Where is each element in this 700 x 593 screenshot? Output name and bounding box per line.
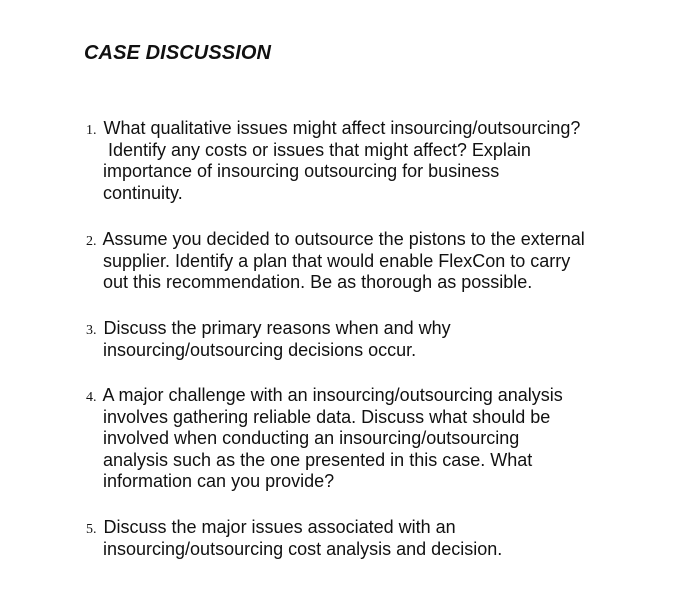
question-line (86, 318, 646, 340)
question-line (86, 517, 646, 539)
question-text: A major challenge with an insourcing/outsourcing analysis (102, 385, 563, 405)
question-text: Discuss the major issues associated with an (103, 517, 456, 537)
question-number: 3. (86, 323, 97, 338)
question-text: Discuss the primary reasons when and why (103, 318, 451, 338)
question-line: information can you provide? (103, 471, 335, 491)
question-number: 5. (86, 522, 97, 537)
question-line: continuity. (103, 182, 183, 203)
question-line: supplier. Identify a plan that would enable FlexCon to carry (103, 250, 571, 271)
question-5 (86, 517, 646, 560)
question-3 (86, 318, 646, 361)
page-title: CASE DISCUSSION (84, 42, 272, 64)
question-line: involves gathering reliable data. Discuss what should be (103, 406, 551, 427)
question-text: Assume you decided to outsource the pistons to the external (102, 229, 585, 249)
question-line: insourcing/outsourcing decisions occur. (103, 339, 417, 360)
question-number: 1. (86, 123, 97, 138)
question-text: What qualitative issues might affect insourcing/outsourcing? (103, 118, 581, 138)
question-line (86, 385, 646, 407)
question-number: 4. (86, 390, 97, 405)
question-line: importance of insourcing outsourcing for business (103, 161, 500, 181)
question-number: 2. (86, 234, 97, 249)
question-line: analysis such as the one presented in this case. What (103, 449, 533, 470)
question-line: insourcing/outsourcing cost analysis and decision. (103, 538, 503, 559)
question-line: involved when conducting an insourcing/outsourcing (103, 428, 520, 448)
question-2 (86, 229, 646, 294)
question-line (86, 118, 646, 140)
question-line (86, 229, 646, 251)
question-line: Identify any costs or issues that might affect? Explain (108, 139, 531, 160)
question-line: out this recommendation. Be as thorough as possible. (103, 272, 533, 292)
question-4 (86, 385, 646, 493)
question-1 (86, 118, 646, 204)
